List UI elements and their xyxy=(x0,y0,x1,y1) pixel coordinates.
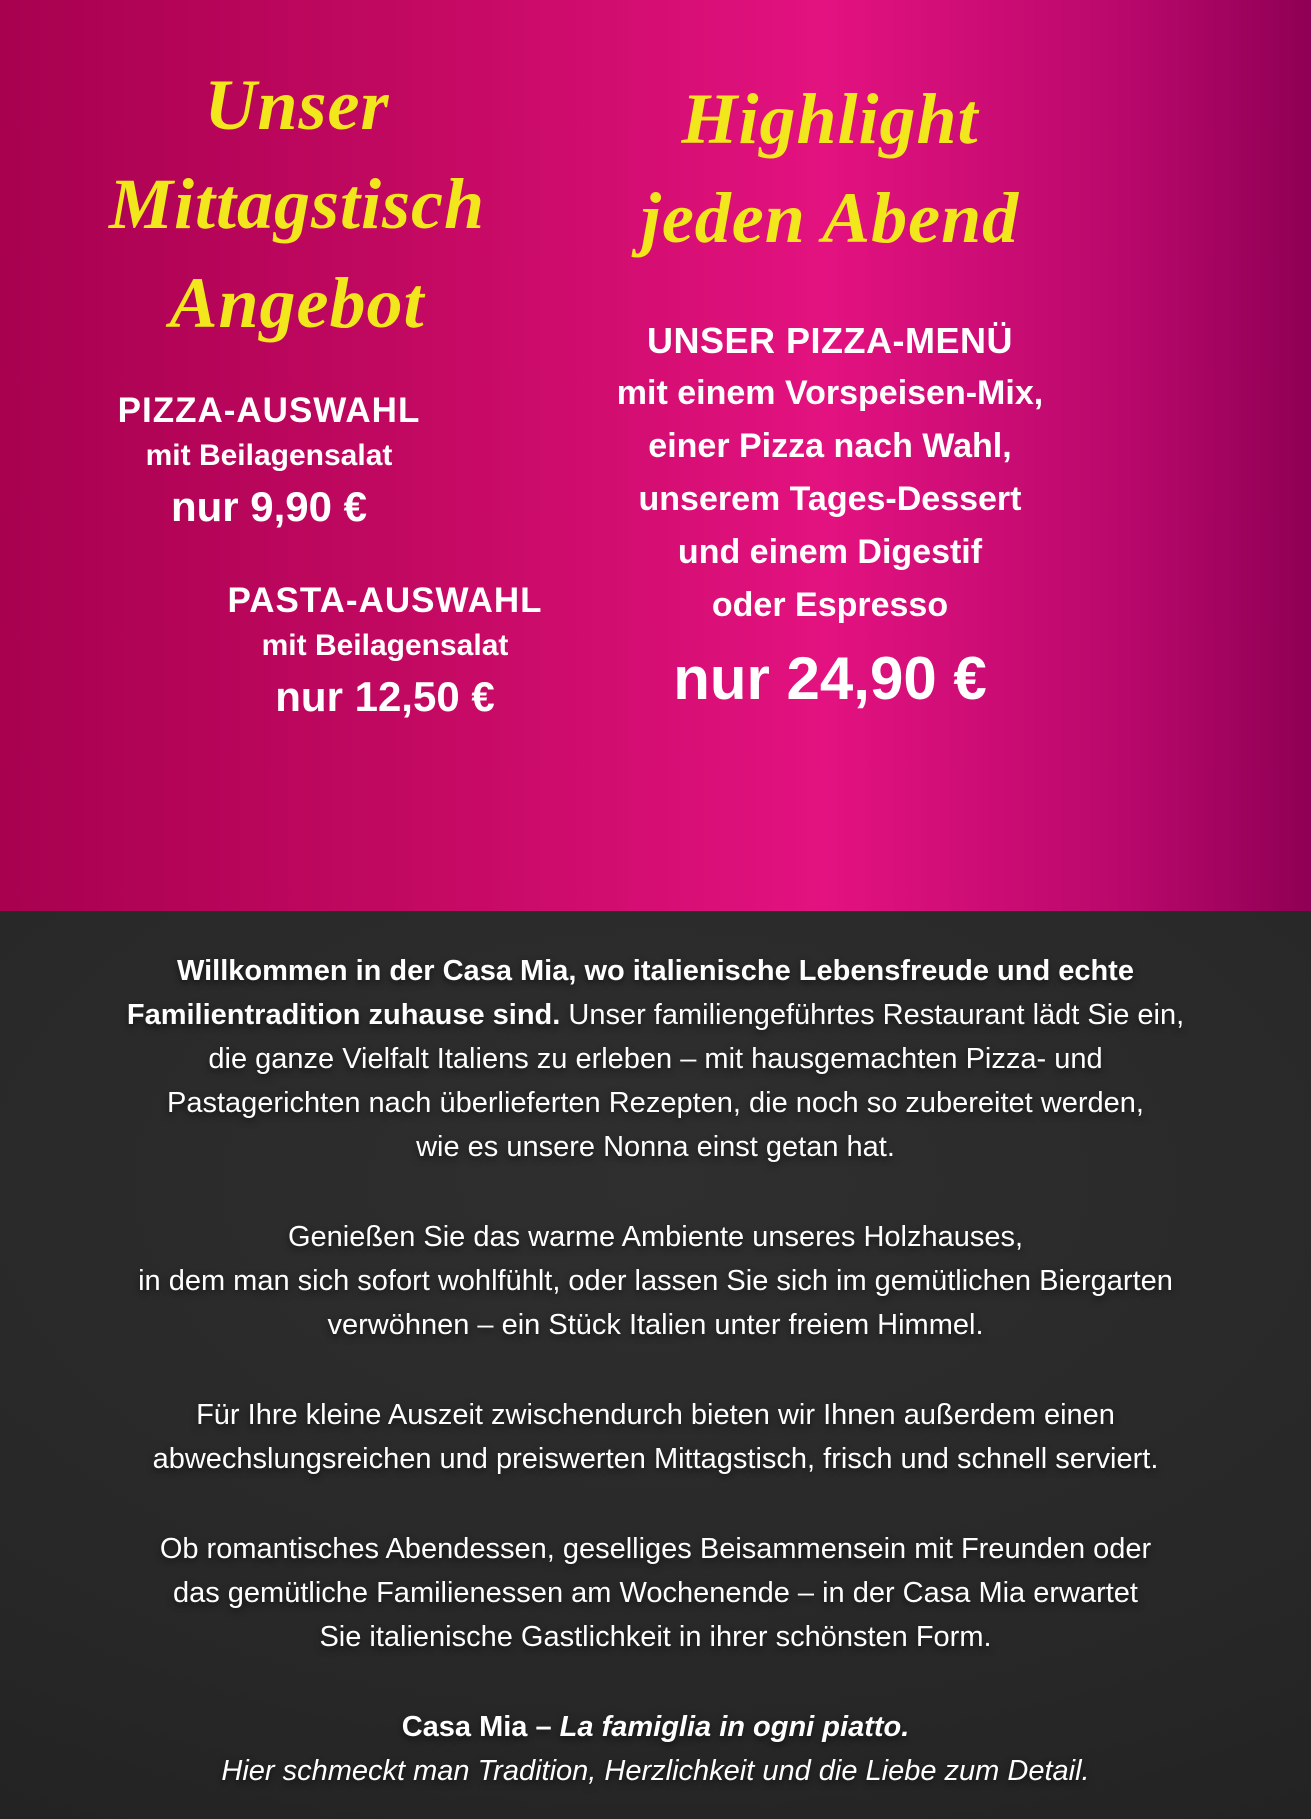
about-paragraph-lunch xyxy=(56,1393,1255,1481)
lunch-heading-line-1: Unser xyxy=(204,65,390,145)
occasions-line-2: das gemütliche Familienessen am Wochenende – in der Casa Mia erwartet xyxy=(172,1577,1138,1609)
lunch-heading xyxy=(22,0,572,353)
evening-heading xyxy=(575,0,1085,268)
pizza-menu-price: nur 24,90 € xyxy=(673,645,987,712)
evening-highlight-column xyxy=(575,0,1085,713)
pizza-offer-title: PIZZA-AUSWAHL xyxy=(117,391,421,430)
about-paragraph-welcome xyxy=(56,949,1255,1169)
lunch-line-1: Für Ihre kleine Auszeit zwischendurch bieten wir Ihnen außerdem einen xyxy=(196,1399,1115,1431)
pasta-offer-title: PASTA-AUSWAHL xyxy=(227,581,543,620)
pizza-menu-line-5: oder Espresso xyxy=(711,586,949,624)
welcome-line-3: die ganze Vielfalt Italiens zu erleben – mit hausgemachten Pizza- und xyxy=(208,1043,1103,1075)
about-paragraph-slogan xyxy=(56,1705,1255,1793)
tagline-line: Hier schmeckt man Tradition, Herzlichkeit und die Liebe zum Detail. xyxy=(221,1755,1090,1787)
pizza-menu-line-2: einer Pizza nach Wahl, xyxy=(648,427,1012,465)
welcome-bold-1: Willkommen in der Casa Mia, wo italienische Lebensfreude und echte xyxy=(177,955,1134,987)
pizza-menu-line-3: unserem Tages-Dessert xyxy=(638,480,1022,518)
lunch-line-2: abwechslungsreichen und preiswerten Mittagstisch, frisch und schnell serviert. xyxy=(152,1443,1159,1475)
welcome-line-4: Pastagerichten nach überlieferten Rezepten, die noch so zubereitet werden, xyxy=(167,1087,1144,1119)
lunch-heading-line-2: Mittagstisch xyxy=(108,164,486,244)
lunch-offer-column xyxy=(22,0,572,721)
occasions-line-1: Ob romantisches Abendessen, geselliges Beisammensein mit Freunden oder xyxy=(159,1533,1152,1565)
pizza-menu-offer xyxy=(575,314,1085,713)
ambience-line-3: verwöhnen – ein Stück Italien unter freiem Himmel. xyxy=(327,1309,984,1341)
pizza-menu-line-4: und einem Digestif xyxy=(677,533,983,571)
pizza-menu-title: UNSER PIZZA-MENÜ xyxy=(647,320,1013,361)
about-paragraph-ambience xyxy=(56,1215,1255,1347)
pasta-offer-subtitle: mit Beilagensalat xyxy=(261,629,509,662)
ambience-line-1: Genießen Sie das warme Ambiente unseres Holzhauses, xyxy=(287,1221,1024,1253)
slogan-line xyxy=(56,1705,1255,1749)
about-paragraph-occasions xyxy=(56,1527,1255,1659)
evening-heading-line-1: Highlight xyxy=(681,79,979,159)
welcome-line-2 xyxy=(56,993,1255,1037)
pizza-offer-price: nur 9,90 € xyxy=(170,483,368,530)
pizza-menu-line-1: mit einem Vorspeisen-Mix, xyxy=(616,374,1044,412)
welcome-bold-2: Familientradition zuhause sind. xyxy=(126,999,561,1031)
occasions-line-3: Sie italienische Gastlichkeit in ihrer schönsten Form. xyxy=(319,1621,992,1653)
about-section xyxy=(0,911,1311,1819)
ambience-line-2: in dem man sich sofort wohlfühlt, oder lassen Sie sich im gemütlichen Biergarten xyxy=(138,1265,1173,1297)
lunch-heading-line-3: Angebot xyxy=(169,263,425,343)
pizza-offer xyxy=(0,391,544,531)
welcome-line-1 xyxy=(56,949,1255,993)
welcome-regular-2: Unser familiengeführtes Restaurant lädt Sie ein, xyxy=(560,999,1185,1031)
brand-slogan: La famiglia in ogni piatto. xyxy=(559,1711,910,1743)
welcome-line-5: wie es unsere Nonna einst getan hat. xyxy=(416,1131,895,1163)
pizza-offer-subtitle: mit Beilagensalat xyxy=(145,439,393,472)
brand-name: Casa Mia – xyxy=(401,1711,560,1743)
evening-heading-line-2: jeden Abend xyxy=(640,178,1020,258)
pasta-offer-price: nur 12,50 € xyxy=(275,673,495,720)
